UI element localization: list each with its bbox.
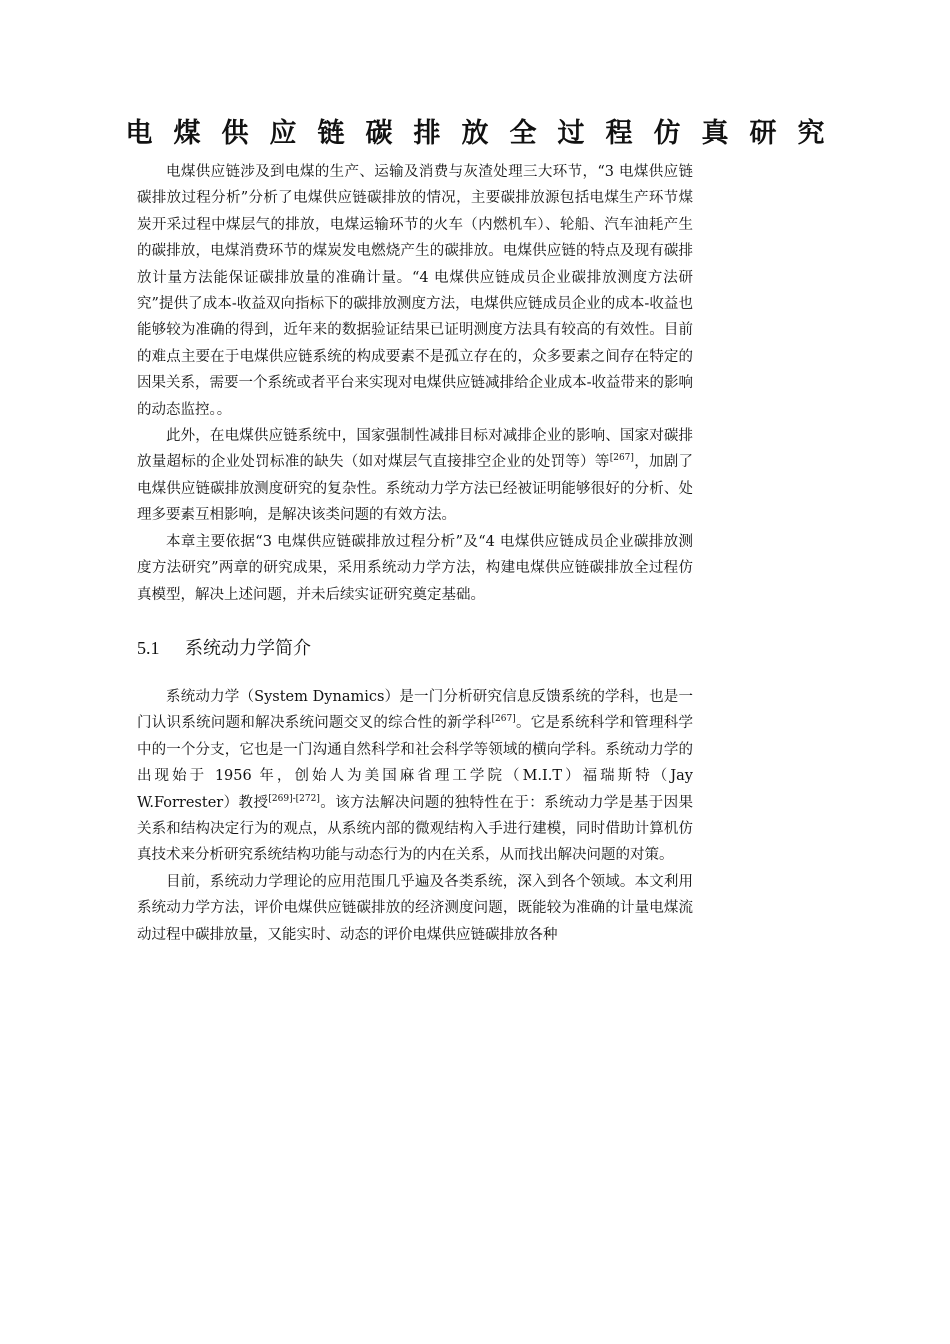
- section-heading: [137, 634, 311, 663]
- citation-ref: [267]: [609, 453, 634, 464]
- section-paragraph-1-text-a: 系统动力学（System Dynamics）是一门分析研究信息反馈系统的学科，也是一门认识系统问题和解决系统问题交叉的综合性的新学科: [137, 689, 693, 732]
- citation-ref: [269]-[272]: [268, 793, 320, 804]
- section-paragraph-1-text-c: 。该方法解决问题的独特性在于：系统动力学是基于因果关系和结构决定行为的观点，从系统内部的微观结构入手进行建模，同时借助计算机仿真技术来分析研究系统结构功能与动态行为的内在关系，从而找出解决问题的对策。: [137, 794, 693, 864]
- intro-paragraph-1: 电煤供应链涉及到电煤的生产、运输及消费与灰渣处理三大环节，“3 电煤供应链碳排放过程分析”分析了电煤供应链碳排放的情况，主要碳排放源包括电煤生产环节煤炭开采过程中煤层气的排放，电煤运输环节的火车（内燃机车）、轮船、汽车油耗产生的碳排放，电煤消费环节的煤炭发电燃烧产生的碳排放。电煤供应链的特点及现有碳排放计量方法能保证碳排放量的准确计量。“4 电煤供应链成员企业碳排放测度方法研究”提供了成本-收益双向指标下的碳排放测度方法，电煤供应链成员企业的成本-收益也能够较为准确的得到，近年来的数据验证结果已证明测度方法具有较高的有效性。目前的难点主要在于电煤供应链系统的构成要素不是孤立存在的，众多要素之间存在特定的因果关系，需要一个系统或者平台来实现对电煤供应链减排给企业成本-收益带来的影响的动态监控。。: [137, 164, 693, 418]
- citation-ref: [267]: [491, 714, 516, 725]
- section-paragraph-1: [137, 684, 693, 869]
- intro-paragraph-2: [137, 423, 693, 529]
- intro-paragraph-2-text-b: ，加剧了电煤供应链碳排放测度研究的复杂性。系统动力学方法已经被证明能够很好的分析、处理多要素互相影响，是解决该类问题的有效方法。: [137, 454, 694, 524]
- intro-paragraph-3: 本章主要依据“3 电煤供应链碳排放过程分析”及“4 电煤供应链成员企业碳排放测度方法研究”两章的研究成果，采用系统动力学方法，构建电煤供应链碳排放全过程仿真模型，解决上述问题，并未后续实证研究奠定基础。: [137, 533, 693, 603]
- intro-paragraph-2-text-a: 此外，在电煤供应链系统中，国家强制性减排目标对减排企业的影响、国家对碳排放量超标的企业处罚标准的缺失（如对煤层气直接排空企业的处罚等）等: [137, 428, 693, 471]
- section-text-block: [137, 684, 693, 948]
- page-title: 电煤供应链碳排放全过程仿真研究: [125, 118, 846, 149]
- section-paragraph-1-text-b: 。它是系统科学和管理科学中的一个分支，它也是一门沟通自然科学和社会科学等领域的横向学科。系统动力学的出现始于 1956 年，创始人为美国麻省理工学院（M.I.T）福瑞斯特（Jay W.Forrester）教授: [137, 715, 693, 811]
- section-title: 系统动力学简介: [185, 638, 311, 659]
- section-number: 5.1: [137, 638, 160, 658]
- intro-text-block: [137, 159, 693, 608]
- section-paragraph-2: 目前，系统动力学理论的应用范围几乎遍及各类系统，深入到各个领域。本文利用系统动力学方法，评价电煤供应链碳排放的经济测度问题，既能较为准确的计量电煤流动过程中碳排放量，又能实时、动态的评价电煤供应链碳排放各种: [137, 873, 693, 943]
